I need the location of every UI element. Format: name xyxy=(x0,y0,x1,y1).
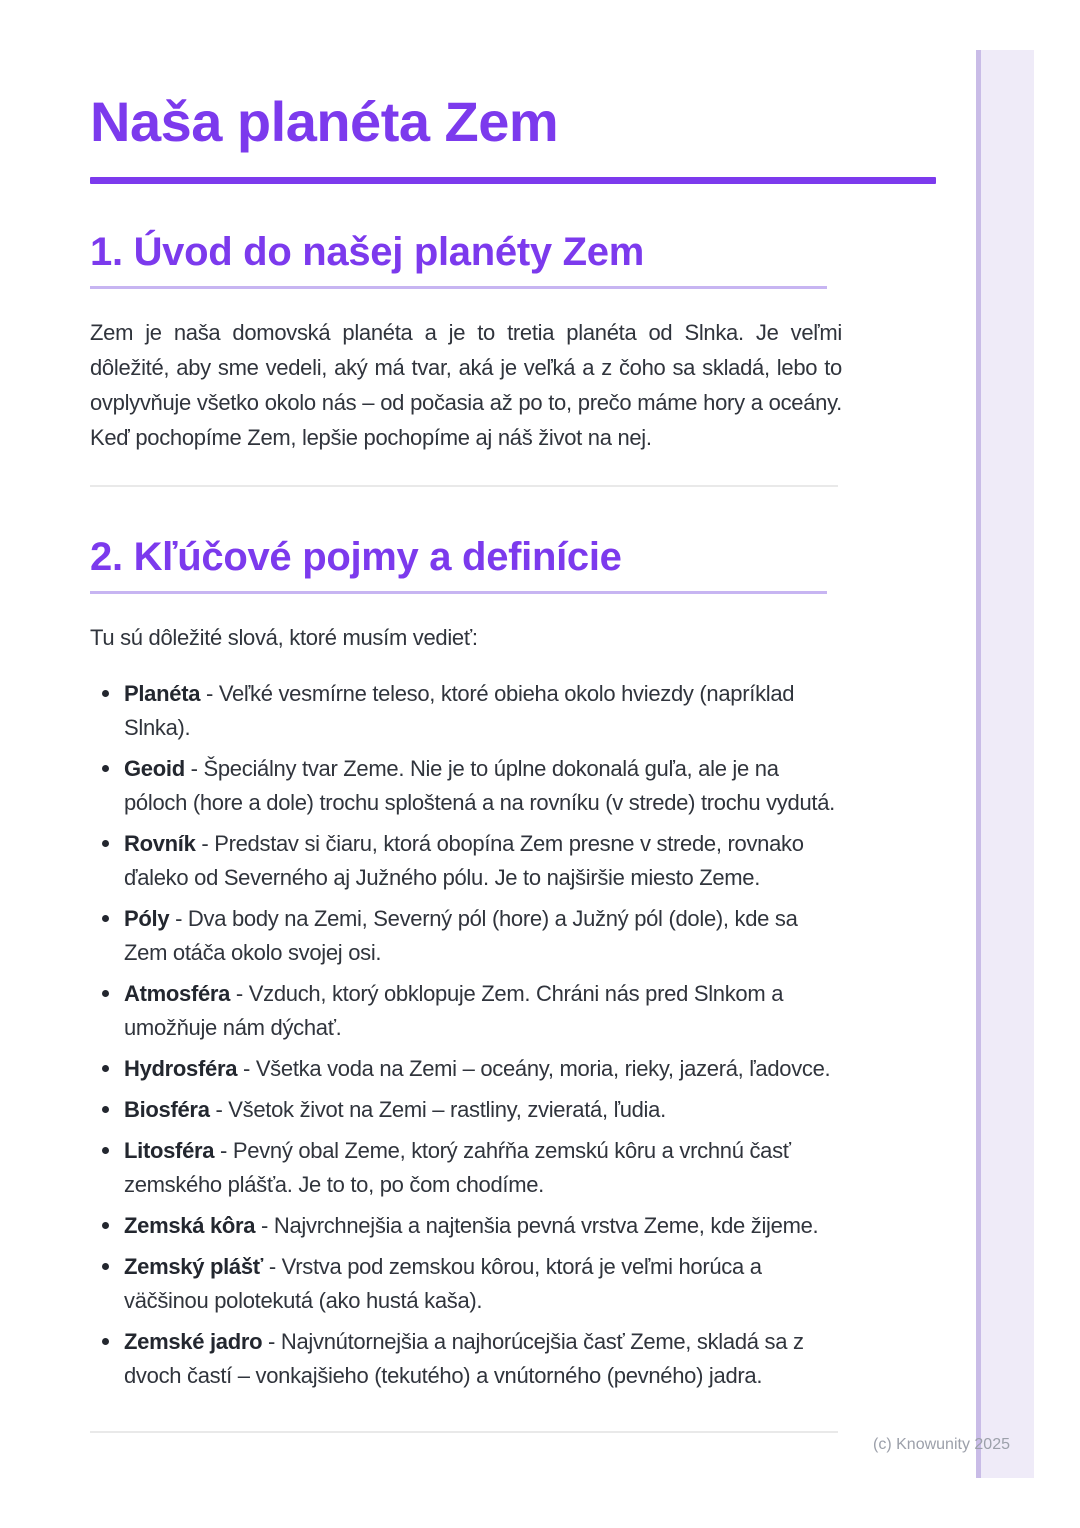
term-definition: Najvrchnejšia a najtenšia pevná vrstva Zeme, kde žijeme. xyxy=(273,1213,819,1239)
term-name: Atmosféra xyxy=(124,981,231,1007)
term-name: Zemský plášť xyxy=(124,1254,264,1280)
terms-intro: Tu sú dôležité slová, ktoré musím vedieť: xyxy=(90,625,478,651)
term-definition: Všetok život na Zemi – rastliny, zvieratá, ľudia. xyxy=(228,1097,666,1123)
term-name: Zemská kôra xyxy=(124,1213,256,1239)
term-definition: Pevný obal Zeme, ktorý zahŕňa zemskú kôru a vrchnú časť zemského plášťa. Je to to, po čom chodíme. xyxy=(124,1138,791,1198)
term-item: Zemské jadro - Najvnútornejšia a najhorúcejšia časť Zeme, skladá sa z dvoch častí – vonkajšieho (tekutého) a vnútorného (pevného) jadra. xyxy=(90,1325,842,1393)
term-item: Póly - Dva body na Zemi, Severný pól (hore) a Južný pól (dole), kde sa Zem otáča okolo svojej osi. xyxy=(90,902,842,970)
term-name: Geoid xyxy=(124,756,185,782)
title-rule xyxy=(90,177,936,184)
document-page xyxy=(90,0,936,1433)
term-item: Biosféra - Všetok život na Zemi – rastliny, zvieratá, ľudia. xyxy=(90,1093,842,1127)
section-1-heading: 1. Úvod do našej planéty Zem xyxy=(90,230,644,275)
section-key-terms xyxy=(90,531,842,1433)
term-name: Hydrosféra xyxy=(124,1056,238,1082)
term-name: Rovník xyxy=(124,831,196,857)
term-name: Litosféra xyxy=(124,1138,215,1164)
term-item: Planéta - Veľké vesmírne teleso, ktoré obieha okolo hviezdy (napríklad Slnka). xyxy=(90,677,842,745)
term-name: Póly xyxy=(124,906,170,932)
term-item: Hydrosféra - Všetka voda na Zemi – oceány, moria, rieky, jazerá, ľadovce. xyxy=(90,1052,842,1086)
term-item: Zemská kôra - Najvrchnejšia a najtenšia pevná vrstva Zeme, kde žijeme. xyxy=(90,1209,842,1243)
section-divider xyxy=(90,1431,838,1433)
term-definition: Špeciálny tvar Zeme. Nie je to úplne dokonalá guľa, ale je na póloch (hore a dole) trochu sploštená a na rovníku (v strede) trochu vydutá. xyxy=(124,756,835,816)
term-name: Biosféra xyxy=(124,1097,210,1123)
term-item: Zemský plášť - Vrstva pod zemskou kôrou, ktorá je veľmi horúca a väčšinou polotekutá (ako hustá kaša). xyxy=(90,1250,842,1318)
term-name: Zemské jadro xyxy=(124,1329,263,1355)
section-2-heading: 2. Kľúčové pojmy a definície xyxy=(90,535,622,580)
term-definition: Veľké vesmírne teleso, ktoré obieha okolo hviezdy (napríklad Slnka). xyxy=(124,681,795,741)
term-definition: Najvnútornejšia a najhorúcejšia časť Zeme, skladá sa z dvoch častí – vonkajšieho (tekutého) a vnútorného (pevného) jadra. xyxy=(124,1329,804,1389)
footer-copyright: (c) Knowunity 2025 xyxy=(873,1436,1010,1453)
section-1-heading-rule xyxy=(90,286,827,289)
section-introduction xyxy=(90,226,842,487)
term-name: Planéta xyxy=(124,681,201,707)
term-item: Rovník - Predstav si čiaru, ktorá obopína Zem presne v strede, rovnako ďaleko od Severného aj Južného pólu. Je to najširšie miesto Zeme. xyxy=(90,827,842,895)
term-item: Atmosféra - Vzduch, ktorý obklopuje Zem. Chráni nás pred Slnkom a umožňuje nám dýchať. xyxy=(90,977,842,1045)
page-title: Naša planéta Zem xyxy=(90,90,559,153)
section-1-paragraph: Zem je naša domovská planéta a je to tretia planéta od Slnka. Je veľmi dôležité, aby sme vedeli, aký má tvar, aká je veľká a z čoho sa skladá, lebo to ovplyvňuje všetko okolo nás – od počasia až po to, prečo máme hory a oceány. Keď pochopíme Zem, lepšie pochopíme aj náš život na nej. xyxy=(90,320,842,451)
term-item: Litosféra - Pevný obal Zeme, ktorý zahŕňa zemskú kôru a vrchnú časť zemského plášťa. Je to to, po čom chodíme. xyxy=(90,1134,842,1202)
section-divider xyxy=(90,485,838,487)
term-item: Geoid - Špeciálny tvar Zeme. Nie je to úplne dokonalá guľa, ale je na póloch (hore a dole) trochu sploštená a na rovníku (v strede) trochu vydutá. xyxy=(90,752,842,820)
side-accent-bar xyxy=(976,50,1034,1478)
section-2-heading-rule xyxy=(90,591,827,594)
term-definition: Všetka voda na Zemi – oceány, moria, rieky, jazerá, ľadovce. xyxy=(255,1056,831,1082)
term-definition: Dva body na Zemi, Severný pól (hore) a Južný pól (dole), kde sa Zem otáča okolo svojej osi. xyxy=(124,906,798,966)
term-definition: Vrstva pod zemskou kôrou, ktorá je veľmi horúca a väčšinou polotekutá (ako hustá kaša). xyxy=(124,1254,762,1314)
term-definition: Vzduch, ktorý obklopuje Zem. Chráni nás pred Slnkom a umožňuje nám dýchať. xyxy=(124,981,784,1041)
term-definition: Predstav si čiaru, ktorá obopína Zem presne v strede, rovnako ďaleko od Severného aj Južného pólu. Je to najširšie miesto Zeme. xyxy=(124,831,804,891)
terms-list xyxy=(90,677,842,1393)
